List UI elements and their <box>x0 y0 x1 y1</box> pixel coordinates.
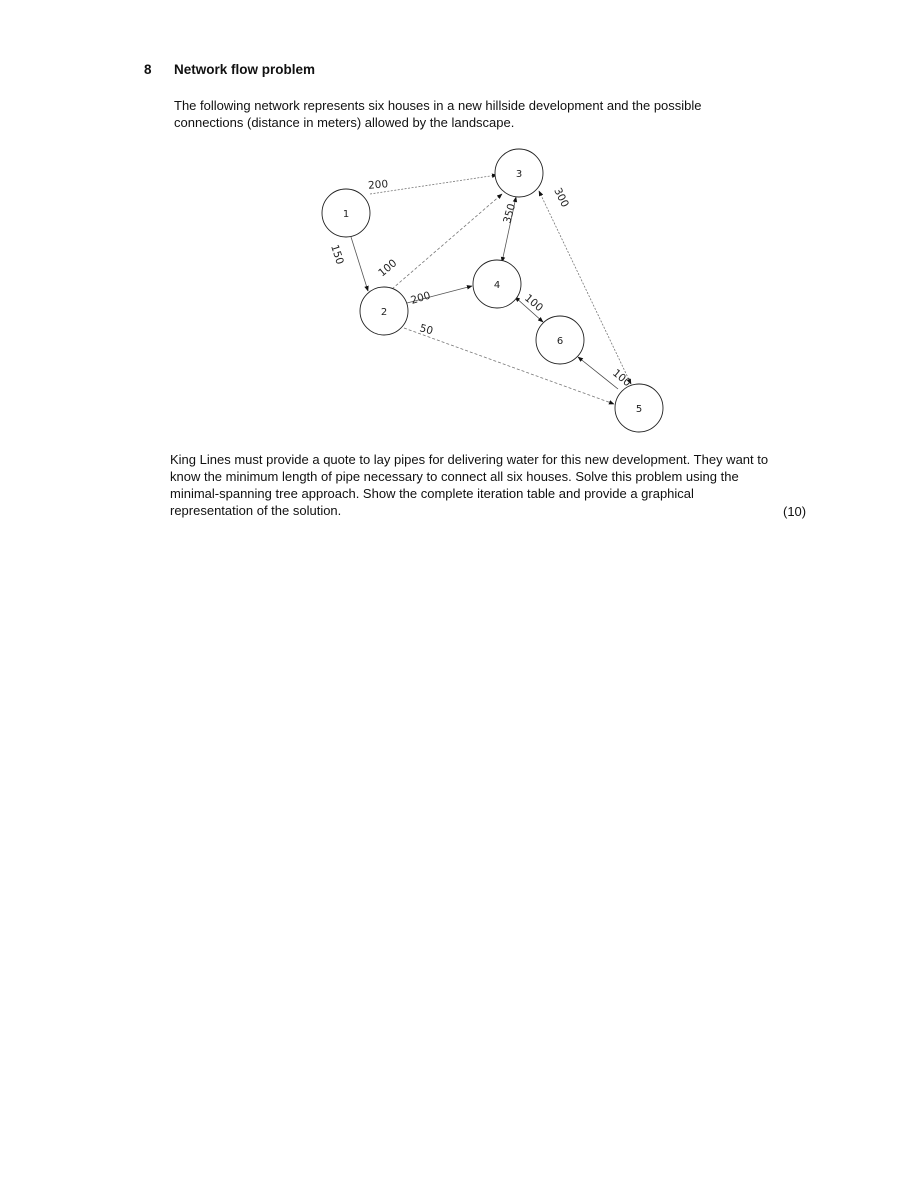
intro-line: connections (distance in meters) allowed by the landscape. <box>174 115 515 130</box>
node-1 <box>322 189 370 237</box>
node-label: 1 <box>342 209 350 220</box>
marks-allocation: (10) <box>783 504 807 519</box>
edge-label-1-3: 200 <box>367 178 389 192</box>
node-2 <box>360 287 408 335</box>
node-label: 4 <box>493 280 501 291</box>
edge-label-2-5: 50 <box>418 322 435 338</box>
node-label: 3 <box>515 169 523 180</box>
node-6 <box>536 316 584 364</box>
node-3 <box>495 149 543 197</box>
edge-label-2-3: 100 <box>376 257 400 280</box>
edge-label-4-6: 100 <box>522 292 546 315</box>
body-line: know the minimum length of pipe necessary to connect all six houses. Solve this problem using the <box>170 469 739 484</box>
node-5 <box>615 384 663 432</box>
question-body <box>170 451 815 519</box>
question-number: 8 <box>144 62 152 77</box>
body-line: King Lines must provide a quote to lay pipes for delivering water for this new development. They want to <box>170 452 769 467</box>
node-label: 6 <box>556 336 564 347</box>
intro-line: The following network represents six houses in a new hillside development and the possible <box>174 98 702 113</box>
node-label: 2 <box>380 307 388 318</box>
edge-label-3-4: 350 <box>501 202 519 225</box>
edge-label-6-5: 100 <box>610 367 634 390</box>
body-line: minimal-spanning tree approach. Show the complete iteration table and provide a graphical <box>170 486 694 501</box>
edge-1-2 <box>351 237 368 291</box>
body-line: representation of the solution. <box>170 503 342 518</box>
question-title: Network flow problem <box>174 62 316 77</box>
node-4 <box>473 260 521 308</box>
edge-label-1-2: 150 <box>328 243 346 266</box>
node-label: 5 <box>635 404 643 415</box>
network-diagram <box>0 0 918 450</box>
edge-label-2-4: 200 <box>409 289 433 307</box>
edge-1-3 <box>367 175 497 194</box>
edge-label-3-5: 300 <box>551 186 571 210</box>
